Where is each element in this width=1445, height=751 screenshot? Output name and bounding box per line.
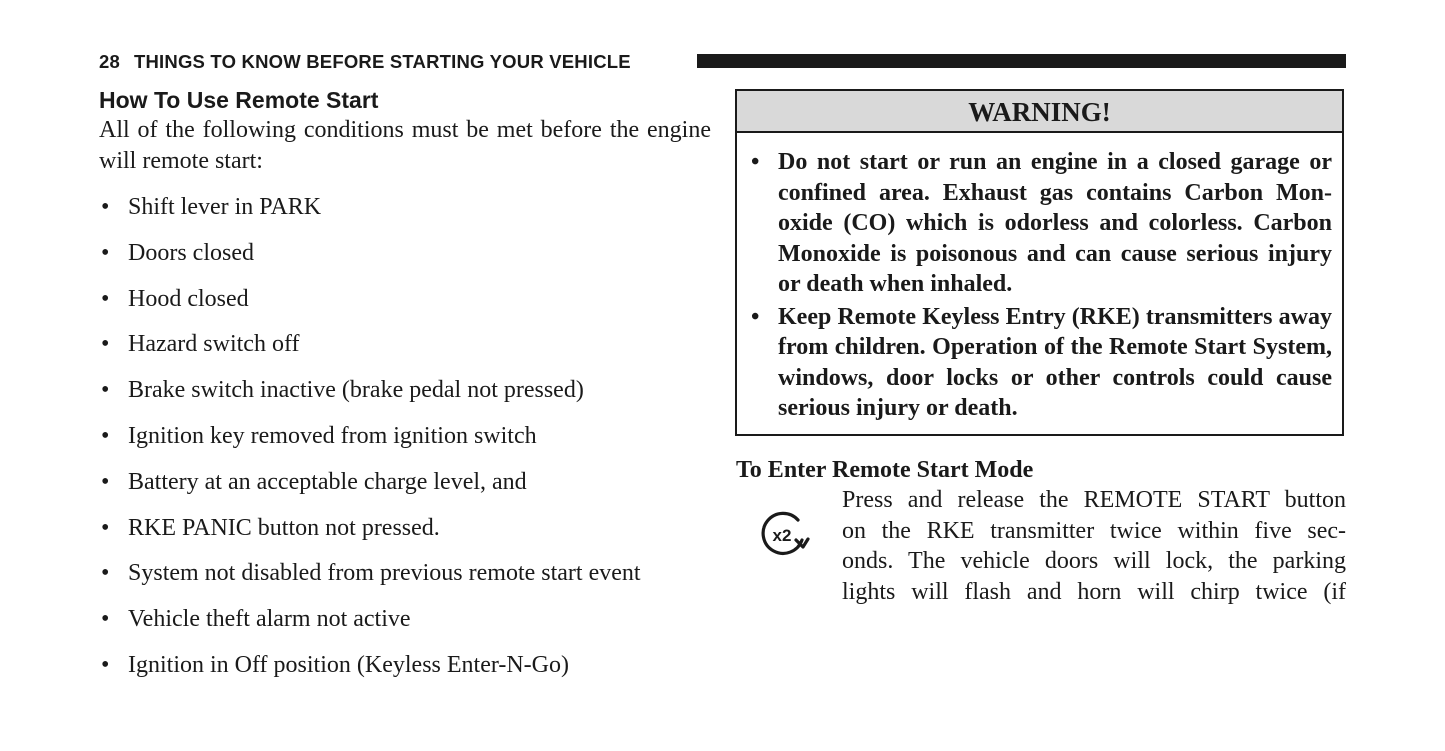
warning-text: Do not start or run an engine in a closed garage or confined area. Exhaust gas contains Carbon Monoxide (CO) which is odorless and colorless. Carbon Monoxide is poisonous and can cause serious injury or death when inhaled.: [778, 149, 1332, 297]
condition-item: [99, 650, 641, 696]
bullet-icon: •: [101, 239, 110, 266]
remote-start-x2-icon: [752, 508, 812, 558]
bullet-icon: •: [101, 194, 110, 220]
warning-list: [737, 133, 1342, 424]
running-header: [99, 49, 1346, 75]
warning-title: WARNING!: [737, 91, 1342, 133]
condition-text: System not disabled from previous remote start event: [128, 560, 641, 587]
warning-box: [735, 89, 1344, 436]
condition-text: Hood closed: [128, 285, 249, 312]
paragraph-line: onds. The vehicle doors will lock, the parking: [842, 548, 1346, 574]
enter-mode-paragraph: [842, 485, 1346, 607]
condition-text: RKE PANIC button not pressed.: [128, 514, 440, 541]
warning-item: [751, 147, 1332, 300]
bullet-icon: •: [101, 331, 110, 358]
bullet-icon: •: [751, 149, 760, 175]
condition-item: [99, 284, 641, 330]
paragraph-line: on the RKE transmitter twice within five sec-: [842, 517, 1346, 544]
bullet-icon: •: [101, 606, 110, 633]
enter-mode-title: To Enter Remote Start Mode: [736, 457, 1034, 483]
condition-text: Shift lever in PARK: [128, 194, 322, 220]
icon-x2-label: x2: [772, 526, 792, 545]
condition-item: [99, 604, 641, 650]
condition-item: [99, 192, 641, 238]
bullet-icon: •: [101, 422, 110, 449]
header-rule: [697, 54, 1346, 68]
condition-item: [99, 558, 641, 604]
condition-text: Battery at an acceptable charge level, and: [128, 468, 527, 495]
condition-item: [99, 375, 641, 421]
running-title: THINGS TO KNOW BEFORE STARTING YOUR VEHICLE: [133, 51, 631, 72]
intro-paragraph: All of the following conditions must be met before the engine will remote start:: [99, 117, 711, 174]
condition-text: Hazard switch off: [128, 331, 300, 358]
bullet-icon: •: [101, 514, 110, 541]
page-number: 28: [99, 51, 120, 72]
bullet-icon: •: [101, 377, 110, 404]
bullet-icon: •: [101, 285, 110, 312]
warning-text: Keep Remote Keyless Entry (RKE) transmitters away from children. Operation of the Remote Start System, windows, door locks or other controls could cause serious injury or death.: [778, 303, 1332, 421]
bullet-icon: •: [751, 303, 760, 330]
condition-text: Doors closed: [128, 239, 254, 266]
condition-text: Ignition key removed from ignition switch: [128, 422, 537, 449]
condition-text: Brake switch inactive (brake pedal not pressed): [128, 377, 584, 404]
condition-text: Vehicle theft alarm not active: [128, 606, 411, 633]
condition-item: [99, 421, 641, 467]
bullet-icon: •: [101, 468, 110, 495]
paragraph-line: lights will flash and horn will chirp twice (if: [842, 578, 1346, 605]
bullet-icon: •: [101, 651, 110, 678]
condition-item: [99, 513, 641, 559]
condition-item: [99, 329, 641, 375]
condition-text: Ignition in Off position (Keyless Enter-N-Go): [128, 651, 569, 678]
remote-start-section: [99, 85, 711, 678]
condition-item: [99, 467, 641, 513]
warning-item: [751, 302, 1332, 424]
paragraph-line: Press and release the REMOTE START button: [842, 487, 1346, 513]
section-title: How To Use Remote Start: [99, 87, 379, 113]
conditions-list: [99, 192, 641, 696]
bullet-icon: •: [101, 560, 110, 587]
condition-item: [99, 238, 641, 284]
